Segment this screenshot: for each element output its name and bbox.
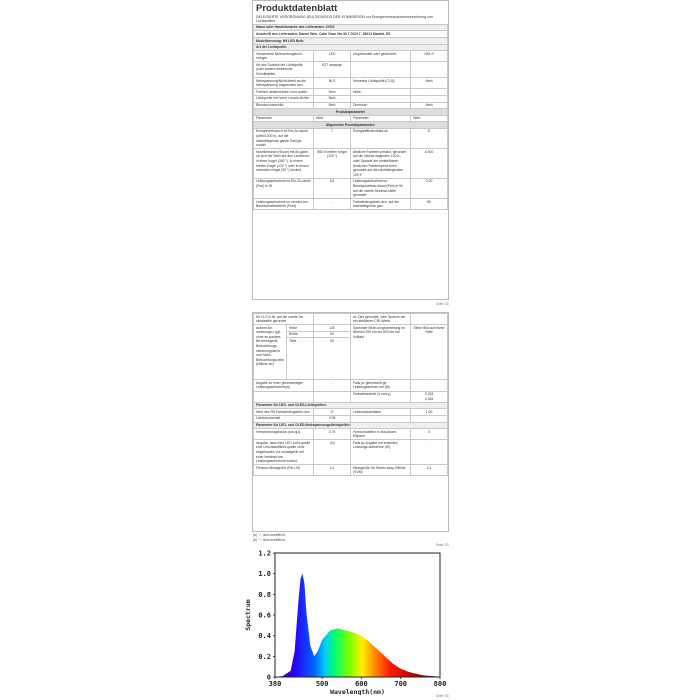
- row-label: Lebensdauerfaktor: [350, 409, 410, 416]
- row-value: 0,75: [314, 429, 351, 440]
- row-label: [350, 62, 410, 78]
- column-header: Wert: [314, 115, 351, 122]
- row-value: 0,315 0,334: [411, 391, 448, 402]
- row-label: ähnliche Farbtem-peratur, gerundet auf die nächst-liegenden 100 K, oder Spanne der einstellbaren ähnlichen Farbtempera-turen, gerundet auf die nächstliegenden 100 K: [350, 149, 410, 179]
- row-value: -: [411, 440, 448, 465]
- spectrum-chart-svg: [240, 545, 450, 695]
- table-row: [254, 314, 448, 325]
- document-subtitle: DELEGIERTE VERORDNUNG (EU) 2019/2015 DER KOMMISSION zur Energieverbrauchskennzeichnung von Lichtquellen: [256, 15, 434, 24]
- row-value: 0,00: [411, 178, 448, 198]
- y-tick-label: 0.4: [258, 632, 271, 641]
- row-label: Hülle:: [350, 89, 410, 96]
- row-label: Verwendete Beleuchtungstech-nologie:: [254, 51, 314, 62]
- row-label: Leistungsaufnahme im Ein-Zu-stand (Pon) in W: [254, 178, 314, 198]
- x-tick-label: 700: [394, 680, 408, 688]
- table-row: [254, 325, 448, 332]
- width-label: Breite: [286, 331, 313, 338]
- table-row: [254, 128, 448, 148]
- row-value: [314, 314, 351, 325]
- column-header: Parameter: [254, 115, 314, 122]
- footnote: (b) "-": nicht zutreffend;: [253, 538, 286, 542]
- row-label: Leistungsaufnahme im Bereitschaftszu-stand (Psb) in W, auf die zweite Dezimal-stelle gerundet: [350, 178, 410, 198]
- y-tick-label: 0.2: [258, 652, 271, 661]
- column-header: Wert: [411, 115, 448, 122]
- page-number: Seite 1/3: [436, 302, 449, 306]
- row-value: 0,1: [411, 465, 448, 476]
- row-value: [411, 314, 448, 325]
- row-label: Ungebündelt oder gebündelt:: [350, 51, 410, 62]
- table-row: [254, 465, 448, 476]
- width-value: 60: [314, 331, 351, 338]
- page-number: Seite 2/3: [436, 543, 449, 547]
- row-value: [411, 415, 448, 422]
- mains-params-header: Parameter für LED- und OLED-Netzspannungslichtquellen:: [254, 422, 448, 429]
- row-value: -: [314, 380, 351, 391]
- row-label: Nutzlichtstrom (Φuse) mit An-gabe, ob sich der Wert auf den Lichtstrom in einer Kugel (360 °), in einem breiten Kegel (120 °) oder in einem schmalen Kegel (90 °) bezieht: [254, 149, 314, 179]
- table-row: [254, 380, 448, 391]
- row-label: ze Zahl gerundet, oder Spanne der ein-stellbaren CRI-Werte: [350, 314, 410, 325]
- table-row: [254, 391, 448, 402]
- row-label: Flimmer-Messgröße (Pst LM): [254, 465, 314, 476]
- row-label: Blendschutzschild:: [254, 102, 314, 109]
- y-tick-label: 0.8: [258, 590, 271, 599]
- row-label: Energieeffizienzklas-se: [350, 128, 410, 148]
- row-value: E27 lampcap: [314, 62, 351, 78]
- row-label: Dimmbar:: [350, 102, 410, 109]
- product-info-table: [253, 24, 448, 211]
- row-label: Farbwiedergabein-dex, auf die nächstliegende gan-: [350, 199, 410, 210]
- table-row: [254, 178, 448, 198]
- footnotes: [253, 533, 286, 543]
- led-params-header: Parameter für LED- und OLED-Lichtquellen:: [254, 402, 448, 409]
- row-value: 17: [314, 409, 351, 416]
- row-value: NLS: [314, 78, 351, 89]
- row-value: Nein: [314, 89, 351, 96]
- row-value: Nein: [314, 102, 351, 109]
- height-label: Höhe: [286, 325, 313, 332]
- row-label: Leistungsaufnahme im vernetz-ten Bereitschaftsbetrieb (Pnet): [254, 199, 314, 210]
- table-row: [254, 78, 448, 89]
- row-label: Farbwertanteile (x und y): [350, 391, 410, 402]
- row-value: 6,5: [314, 178, 351, 198]
- table-row: [254, 199, 448, 210]
- row-value: 6.000: [411, 149, 448, 179]
- row-label: [350, 415, 410, 422]
- general-params-header: Allgemeine Produktparameter:: [254, 122, 448, 129]
- row-value: -(b): [314, 440, 351, 465]
- product-params-table: [253, 313, 448, 476]
- table-row: [254, 62, 448, 78]
- column-header-row: [254, 115, 448, 122]
- row-value: Nein: [411, 78, 448, 89]
- document-title: Produktdatenblatt: [256, 3, 338, 14]
- dimensions-label: äußere Ab-messungen, ggf. ohne se-parates Be-triebsgerät, Beleuchtungs-steuerungstei-le und Nicht-Beleuchtungs-teile (Millime-ter): [254, 325, 287, 380]
- row-value: -: [411, 89, 448, 96]
- x-tick-label: 800: [433, 680, 447, 688]
- row-value: E: [411, 128, 448, 148]
- row-value: [411, 95, 448, 102]
- row-label: Lichtquelle mit hoher Leucht-dichte:: [254, 95, 314, 102]
- table-row: [254, 440, 448, 465]
- row-value: NDLS: [411, 51, 448, 62]
- supplier-name: Name oder Handelsmarke des Lieferanten: ZYDZ: [254, 24, 448, 31]
- y-tick-label: 0: [266, 673, 271, 682]
- x-axis-label: Wavelength(nm): [330, 688, 385, 695]
- row-label: Angabe, dass eine LED-Licht-quelle eine Leuchtstofflicht-quelle ohne eingebautes Vor-schaltgerät mit einer bestimm-ten Leistungsaufnahme ersetzt.: [254, 440, 314, 465]
- lightsource-type-header: Art der Lichtquelle:: [254, 44, 448, 51]
- row-value: 7: [314, 128, 351, 148]
- table-row: [254, 89, 448, 96]
- table-row: [254, 409, 448, 416]
- row-label: Messgröße für Strobo-skop-Effekte (SVM): [350, 465, 410, 476]
- y-tick-label: 1.2: [258, 549, 271, 558]
- datasheet-page-1: [252, 0, 449, 300]
- page-number: Seite 3/3: [436, 694, 449, 698]
- row-label: Wert des R9-Farbwiedergabein-dex: [254, 409, 314, 416]
- row-value: LED: [314, 51, 351, 62]
- spectrum-area: [275, 574, 440, 677]
- row-label: Farblich abstimmbare Licht-quelle:: [254, 89, 314, 96]
- y-axis-label: Spectrum: [244, 599, 252, 631]
- row-value: [411, 62, 448, 78]
- table-row: [254, 51, 448, 62]
- row-value: Siehe Bild auf letzter Seite: [411, 325, 448, 380]
- table-row: [254, 429, 448, 440]
- x-tick-label: 380: [268, 680, 282, 688]
- datasheet-page-2: [252, 312, 449, 532]
- row-label: Verschiebungsfaktor (cos φ1): [254, 429, 314, 440]
- row-value: 800 in breiter Kegel (120 °): [314, 149, 351, 179]
- model-id: Modellkennung: H8 LED Bulb: [254, 38, 448, 45]
- row-label: Lichtstromerhalt: [254, 415, 314, 422]
- row-label: Netzspannung/Nicht direkt an die Netzspannung angeschlos-sen:: [254, 78, 314, 89]
- supplier-address: Anschrift des Lieferanten: Daniel Wen, Calle Gran Via 40,7 DCH 7, 28013 Madrid, ES: [254, 31, 448, 38]
- row-label: Farbkonsistenz in MacAdam-Ellipsen: [350, 429, 410, 440]
- table-row: [254, 149, 448, 179]
- row-label: Art des Sockels der Lichtquelle (oder andere elektrische Schnittstelle): [254, 62, 314, 78]
- row-value: Nein: [411, 102, 448, 109]
- x-tick-label: 500: [315, 680, 329, 688]
- row-label: Vernetzte Lichtquelle (CLS):: [350, 78, 410, 89]
- row-value: 0,96: [314, 415, 351, 422]
- depth-label: Tiefe: [286, 338, 313, 380]
- column-header: Parameter: [350, 115, 410, 122]
- row-value: Nein: [314, 95, 351, 102]
- footnote: (a) "-": nicht zutreffend;: [253, 533, 286, 537]
- row-value: -: [314, 199, 351, 210]
- product-params-header: Produktparameter: [254, 109, 448, 116]
- row-label: Energieverbrauch im Ein-Zu-stand (kWh/1000 h), auf die nächstliegende ganze Zahl ge-rundet: [254, 128, 314, 148]
- row-value: 80: [411, 199, 448, 210]
- y-tick-label: 0.6: [258, 611, 271, 620]
- table-row: [254, 95, 448, 102]
- table-row: [254, 102, 448, 109]
- row-label: [350, 95, 410, 102]
- depth-value: 60: [314, 338, 351, 380]
- row-label: [254, 391, 314, 402]
- row-label: Falls ja, Angabe zur ersetzten Leistungs-aufnahme (W): [350, 440, 410, 465]
- row-value: [314, 391, 351, 402]
- row-label: für CLS in W, auf die zweite De-zimalstelle gerundet: [254, 314, 314, 325]
- row-value: 0,1: [314, 465, 351, 476]
- row-value: 3: [411, 429, 448, 440]
- row-value: 1,00: [411, 409, 448, 416]
- row-label: Spektrale Strah-lungsverteilung im Bereich 250 nm bis 800 nm bei Volllast: [350, 325, 410, 380]
- table-row: [254, 415, 448, 422]
- row-label: Falls ja, gleichwerti-ge Leistungsaufnah-me (W): [350, 380, 410, 391]
- row-label: Angabe zu einer gleichwertigen Leistungsaufnahme(a): [254, 380, 314, 391]
- spectrum-chart: [240, 545, 450, 695]
- y-tick-label: 1.0: [258, 570, 271, 579]
- x-tick-label: 600: [355, 680, 368, 688]
- height-value: 120: [314, 325, 351, 332]
- row-value: -: [411, 380, 448, 391]
